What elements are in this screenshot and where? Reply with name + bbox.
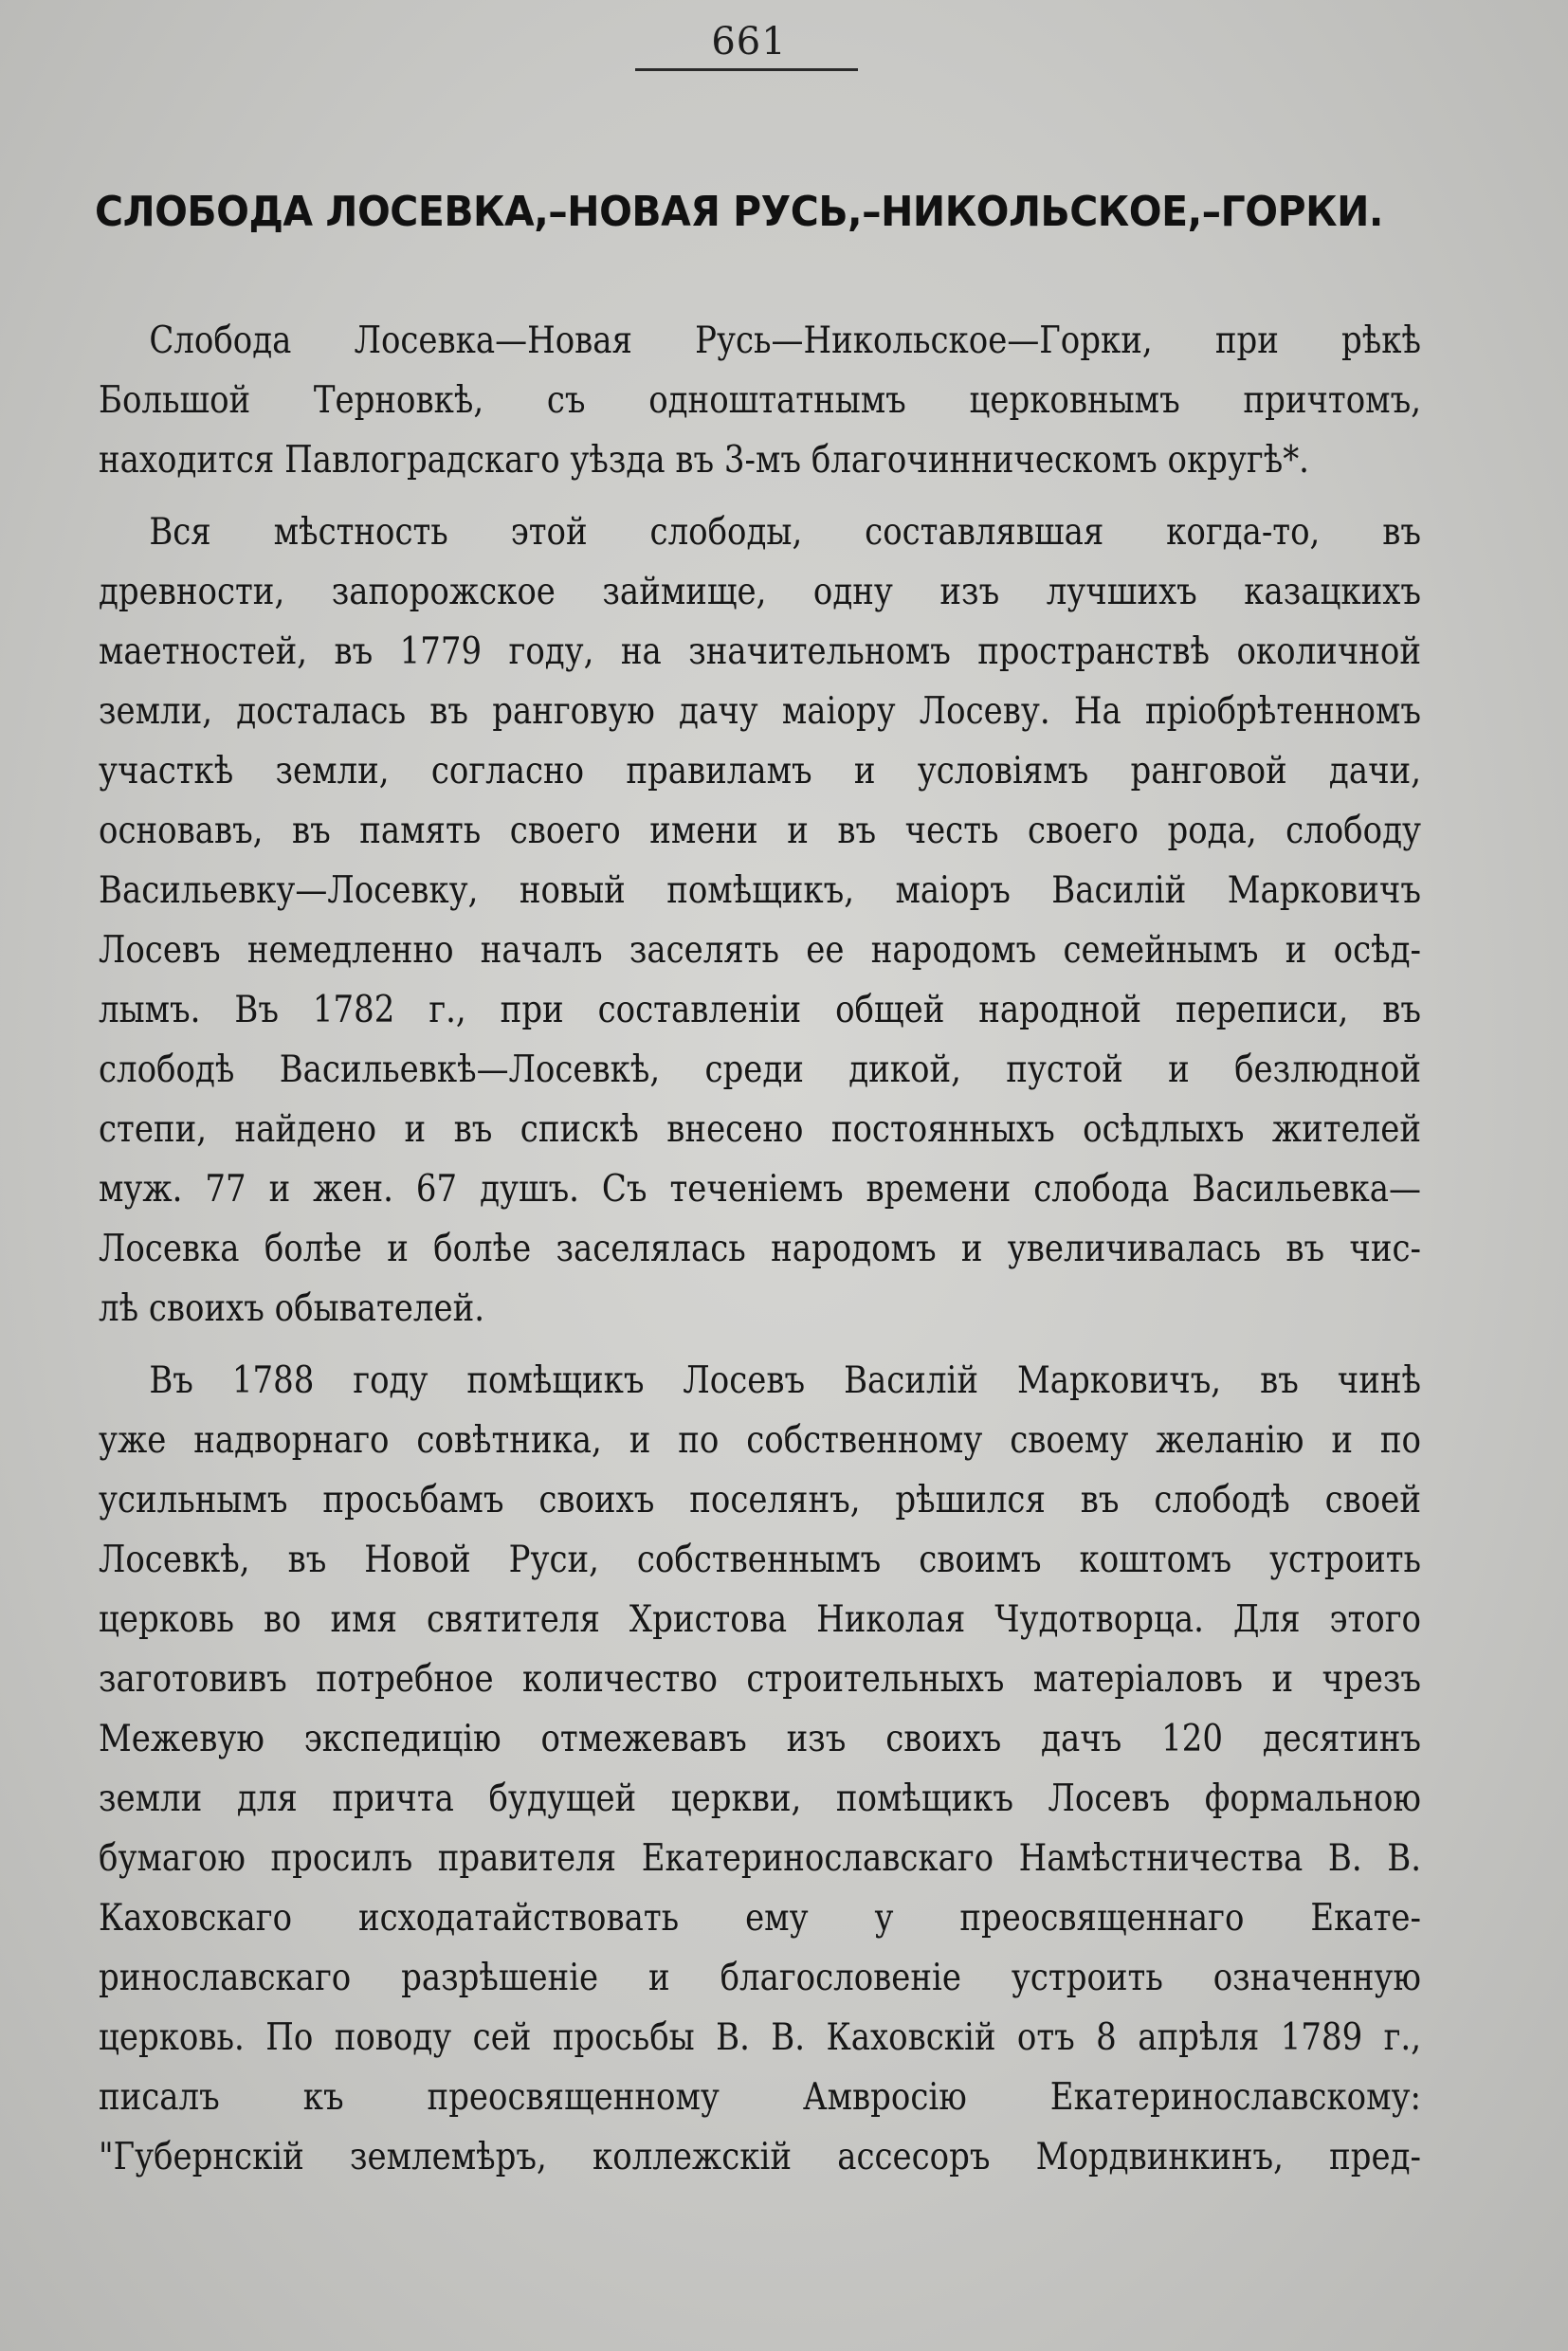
page-number-area xyxy=(0,17,1498,66)
text-line: маетностей, въ 1779 году, на значительномъ пространствѣ околичной xyxy=(99,629,1422,673)
text-line: лымъ. Въ 1782 г., при составленіи общей народной переписи, въ xyxy=(99,988,1422,1031)
text-line: находится Павлоградскаго уѣзда въ 3-мъ благочинническомъ округѣ*. xyxy=(99,438,1309,482)
text-line: степи, найдено и въ спискѣ внесено постоянныхъ осѣдлыхъ жителей xyxy=(99,1107,1422,1151)
text-line: бумагою просилъ правителя Екатеринославскаго Намѣстничества В. В. xyxy=(99,1836,1422,1880)
text-line: Большой Терновкѣ, съ одноштатнымъ церковнымъ причтомъ, xyxy=(99,378,1422,422)
text-line: участкѣ земли, согласно правиламъ и условіямъ ранговой дачи, xyxy=(99,749,1422,793)
text-line: слободѣ Васильевкѣ—Лосевкѣ, среди дикой, пустой и безлюдной xyxy=(99,1048,1422,1091)
text-line: основавъ, въ память своего имени и въ честь своего рода, слободу xyxy=(99,809,1422,852)
text-line: Лосевкѣ, въ Новой Руси, собственнымъ своимъ коштомъ устроить xyxy=(99,1538,1422,1581)
text-line: ринославскаго разрѣшеніе и благословеніе устроить означенную xyxy=(99,1956,1422,1999)
text-line: Межевую экспедицію отмежевавъ изъ своихъ дачъ 120 десятинъ xyxy=(99,1717,1422,1760)
text-line: заготовивъ потребное количество строительныхъ матеріаловъ и чрезъ xyxy=(99,1657,1422,1701)
text-line: церковь во имя святителя Христова Николая Чудотворца. Для этого xyxy=(99,1597,1422,1641)
body-text xyxy=(99,311,1421,2187)
paragraph-2 xyxy=(99,502,1421,1339)
text-line: Каховскаго исходатайствовать ему у преосвященнаго Екате- xyxy=(99,1896,1422,1940)
text-line: Въ 1788 году помѣщикъ Лосевъ Василій Марковичъ, въ чинѣ xyxy=(149,1358,1422,1402)
chapter-heading: СЛОБОДА ЛОСЕВКА,–НОВАЯ РУСЬ,–НИКОЛЬСКОЕ,–ГОРКИ. xyxy=(95,188,1383,236)
page-number-rule xyxy=(635,68,858,71)
text-line: Васильевку—Лосевку, новый помѣщикъ, маіоръ Василій Марковичъ xyxy=(99,868,1422,912)
text-line: уже надворнаго совѣтника, и по собственному своему желанію и по xyxy=(99,1418,1422,1462)
text-line: Вся мѣстность этой слободы, составлявшая когда-то, въ xyxy=(149,510,1422,554)
text-line: писалъ къ преосвященному Амвросію Екатеринославскому: xyxy=(99,2075,1422,2119)
text-line: лѣ своихъ обывателей. xyxy=(99,1286,485,1330)
text-line: Лосевка болѣе и болѣе заселялась народомъ и увеличивалась въ чис- xyxy=(99,1227,1422,1270)
page-number: 661 xyxy=(711,20,787,64)
text-line: земли, досталась въ ранговую дачу маіору Лосеву. На пріобрѣтенномъ xyxy=(99,689,1422,733)
text-line: Лосевъ немедленно началъ заселять ее народомъ семейнымъ и осѣд- xyxy=(99,928,1422,972)
text-line: Слобода Лосевка—Новая Русь—Никольское—Горки, при рѣкѣ xyxy=(149,319,1422,362)
text-line: древности, запорожское займище, одну изъ лучшихъ казацкихъ xyxy=(99,570,1422,613)
paragraph-3 xyxy=(99,1351,1421,2187)
text-line: земли для причта будущей церкви, помѣщикъ Лосевъ формальною xyxy=(99,1777,1422,1820)
text-line: "Губернскій землемѣръ, коллежскій ассесоръ Мордвинкинъ, пред- xyxy=(99,2135,1422,2178)
text-line: церковь. По поводу сей просьбы В. В. Каховскій отъ 8 апрѣля 1789 г., xyxy=(99,2015,1422,2059)
text-line: усильнымъ просьбамъ своихъ поселянъ, рѣшился въ слободѣ своей xyxy=(99,1478,1422,1522)
text-line: муж. 77 и жен. 67 душъ. Съ теченіемъ времени слобода Васильевка— xyxy=(99,1167,1422,1211)
paragraph-1 xyxy=(99,311,1421,490)
